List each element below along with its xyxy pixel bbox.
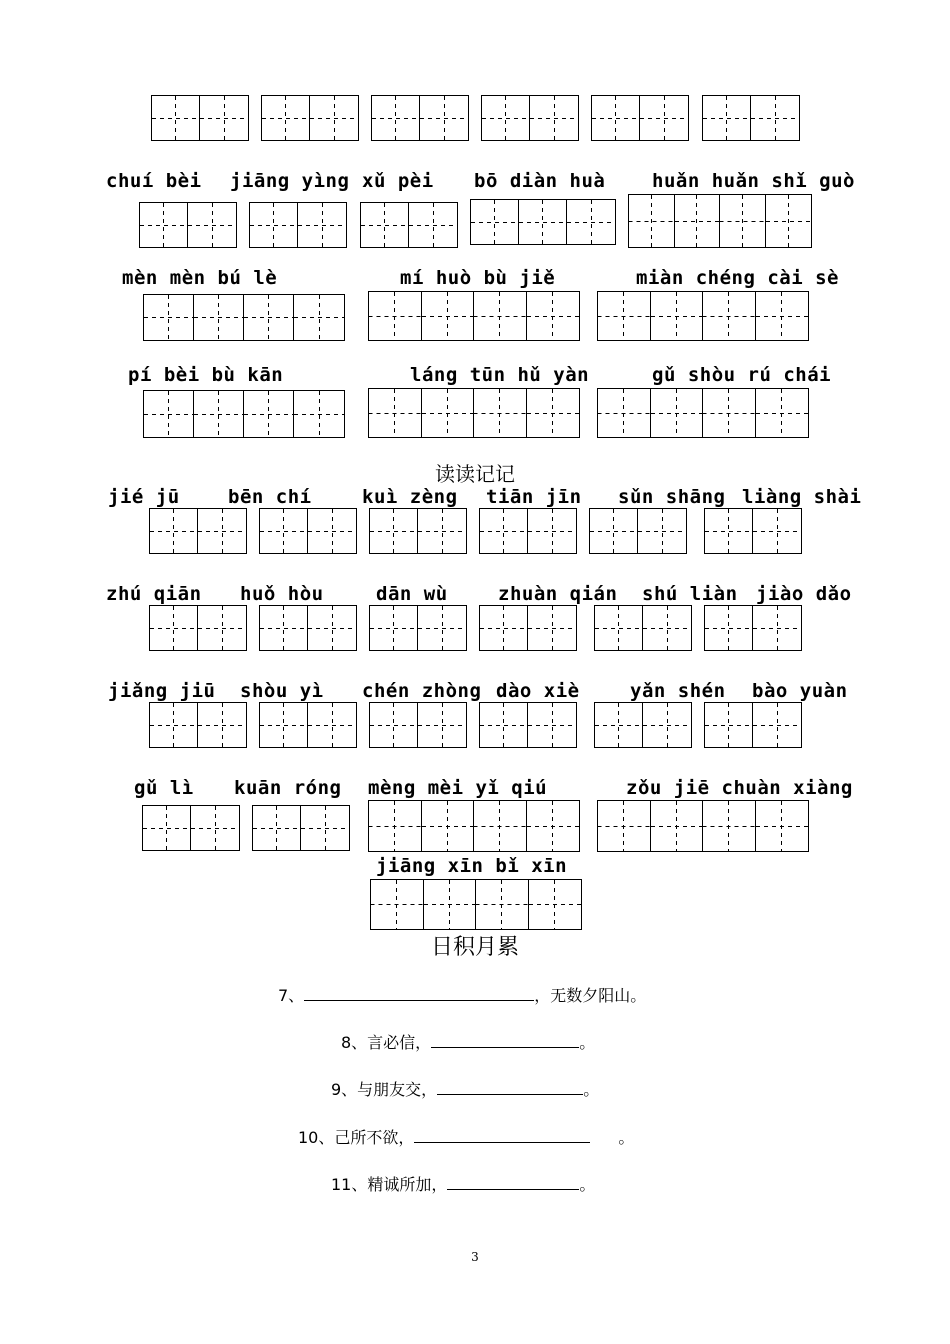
char-cell[interactable] — [253, 806, 301, 850]
char-grid[interactable] — [597, 291, 809, 341]
pinyin-label: mèng mèi yǐ qiú — [368, 777, 548, 799]
char-grid[interactable] — [704, 508, 802, 554]
char-cell[interactable] — [675, 195, 721, 247]
pinyin-label: zhú qiān — [106, 583, 202, 605]
pinyin-label: shú liàn — [642, 583, 738, 605]
char-cell[interactable] — [527, 292, 580, 340]
pinyin-label: bēn chí — [228, 486, 312, 508]
pinyin-label: jié jū — [108, 486, 180, 508]
char-cell[interactable] — [756, 292, 809, 340]
char-grid[interactable] — [479, 702, 577, 748]
char-cell[interactable] — [371, 880, 424, 929]
answer-blank[interactable] — [304, 984, 534, 1001]
char-cell[interactable] — [198, 509, 246, 553]
char-grid[interactable] — [591, 95, 689, 141]
char-grid[interactable] — [371, 95, 469, 141]
char-grid[interactable] — [259, 605, 357, 651]
char-cell[interactable] — [260, 509, 308, 553]
char-cell[interactable] — [372, 96, 420, 140]
pinyin-label: yǎn shén — [630, 680, 726, 702]
answer-blank[interactable] — [414, 1126, 590, 1143]
char-grid[interactable] — [368, 388, 580, 438]
section-title-read: 读读记记 — [435, 462, 515, 486]
pinyin-label: huǒ hòu — [240, 583, 324, 605]
char-grid[interactable] — [259, 702, 357, 748]
fill-item-7: 7、 ，无数夕阳山。 — [278, 986, 647, 1005]
char-grid[interactable] — [369, 605, 467, 651]
char-cell[interactable] — [194, 391, 244, 437]
char-cell[interactable] — [144, 295, 194, 340]
char-grid[interactable] — [369, 508, 467, 554]
char-grid[interactable] — [589, 508, 687, 554]
char-cell[interactable] — [200, 96, 248, 140]
char-cell[interactable] — [418, 509, 466, 553]
char-grid[interactable] — [149, 508, 247, 554]
page-number: 3 — [471, 1250, 479, 1264]
char-grid[interactable] — [149, 605, 247, 651]
char-grid[interactable] — [261, 95, 359, 141]
pinyin-label: miàn chéng cài sè — [636, 267, 839, 289]
char-cell[interactable] — [751, 96, 799, 140]
char-cell[interactable] — [188, 203, 236, 247]
pinyin-label: mèn mèn bú lè — [122, 267, 278, 289]
char-grid[interactable] — [368, 800, 580, 852]
char-cell[interactable] — [474, 292, 527, 340]
char-cell[interactable] — [370, 509, 418, 553]
char-cell[interactable] — [703, 96, 751, 140]
fill-item-11: 11、精诚所加， 。 — [331, 1175, 596, 1194]
char-grid[interactable] — [479, 508, 577, 554]
char-cell[interactable] — [260, 703, 308, 747]
char-cell[interactable] — [474, 389, 527, 437]
char-grid[interactable] — [249, 202, 347, 248]
char-cell[interactable] — [471, 200, 519, 244]
char-cell[interactable] — [244, 391, 294, 437]
char-cell[interactable] — [418, 703, 466, 747]
pinyin-label: mí huò bù jiě — [400, 267, 556, 289]
char-cell[interactable] — [191, 806, 239, 850]
char-grid[interactable] — [143, 390, 345, 438]
char-cell[interactable] — [409, 203, 457, 247]
char-grid[interactable] — [252, 805, 350, 851]
char-cell[interactable] — [482, 96, 530, 140]
pinyin-label: pí bèi bù kān — [128, 364, 284, 386]
char-cell[interactable] — [424, 880, 477, 929]
pinyin-label: jiào dǎo — [756, 583, 852, 605]
fill-item-8: 8、言必信， 。 — [341, 1033, 596, 1052]
char-cell[interactable] — [753, 606, 801, 650]
char-grid[interactable] — [628, 194, 812, 248]
char-cell[interactable] — [298, 203, 346, 247]
char-grid[interactable] — [259, 508, 357, 554]
char-cell[interactable] — [480, 509, 528, 553]
char-grid[interactable] — [151, 95, 249, 141]
char-grid[interactable] — [594, 605, 692, 651]
pinyin-label: jiǎng jiū — [108, 680, 216, 702]
char-cell[interactable] — [703, 801, 756, 851]
char-grid[interactable] — [704, 702, 802, 748]
pinyin-label: chén zhòng — [362, 680, 482, 702]
pinyin-label: shòu yì — [240, 680, 324, 702]
char-cell[interactable] — [310, 96, 358, 140]
char-cell[interactable] — [369, 292, 422, 340]
char-cell[interactable] — [150, 509, 198, 553]
char-cell[interactable] — [703, 292, 756, 340]
char-cell[interactable] — [369, 389, 422, 437]
pinyin-label: kuān róng — [234, 777, 342, 799]
char-cell[interactable] — [150, 606, 198, 650]
pinyin-label: tiān jīn — [486, 486, 582, 508]
char-grid[interactable] — [143, 294, 345, 341]
char-grid[interactable] — [360, 202, 458, 248]
char-cell[interactable] — [595, 703, 643, 747]
char-cell[interactable] — [705, 606, 753, 650]
char-grid[interactable] — [139, 202, 237, 248]
char-cell[interactable] — [651, 801, 704, 851]
pinyin-label: gǔ shòu rú chái — [652, 364, 832, 386]
pinyin-label: liàng shài — [742, 486, 862, 508]
char-cell[interactable] — [369, 801, 422, 851]
char-cell[interactable] — [422, 801, 475, 851]
char-cell[interactable] — [643, 606, 691, 650]
char-cell[interactable] — [308, 606, 356, 650]
pinyin-label: bào yuàn — [752, 680, 848, 702]
pinyin-label: sǔn shāng — [618, 486, 726, 508]
pinyin-label: bō diàn huà — [474, 170, 606, 192]
char-cell[interactable] — [592, 96, 640, 140]
char-cell[interactable] — [250, 203, 298, 247]
pinyin-label: jiāng xīn bǐ xīn — [376, 855, 568, 877]
char-cell[interactable] — [598, 292, 651, 340]
char-cell[interactable] — [480, 703, 528, 747]
pinyin-label: huǎn huǎn shǐ guò — [652, 170, 855, 192]
char-cell[interactable] — [527, 801, 580, 851]
char-cell[interactable] — [766, 195, 812, 247]
pinyin-label: xǔ pèi — [362, 170, 434, 192]
char-grid[interactable] — [369, 702, 467, 748]
char-cell[interactable] — [720, 195, 766, 247]
char-cell[interactable] — [420, 96, 468, 140]
char-grid[interactable] — [479, 605, 577, 651]
char-cell[interactable] — [629, 195, 675, 247]
char-cell[interactable] — [519, 200, 567, 244]
char-cell[interactable] — [262, 96, 310, 140]
char-grid[interactable] — [704, 605, 802, 651]
char-cell[interactable] — [705, 703, 753, 747]
char-cell[interactable] — [753, 509, 801, 553]
char-cell[interactable] — [756, 389, 809, 437]
pinyin-label: zhuàn qián — [498, 583, 618, 605]
char-cell[interactable] — [756, 801, 809, 851]
char-grid[interactable] — [702, 95, 800, 141]
char-grid[interactable] — [594, 702, 692, 748]
char-cell[interactable] — [260, 606, 308, 650]
char-cell[interactable] — [530, 96, 578, 140]
char-cell[interactable] — [638, 509, 686, 553]
char-cell[interactable] — [301, 806, 349, 850]
pinyin-label: kuì zèng — [362, 486, 458, 508]
char-cell[interactable] — [294, 295, 344, 340]
answer-blank[interactable] — [431, 1031, 579, 1048]
char-grid[interactable] — [368, 291, 580, 341]
char-cell[interactable] — [598, 801, 651, 851]
pinyin-label: dān wù — [376, 583, 448, 605]
fill-item-9: 9、与朋友交， 。 — [331, 1080, 600, 1099]
section-title-accumulate: 日积月累 — [430, 935, 519, 960]
char-cell[interactable] — [244, 295, 294, 340]
char-cell[interactable] — [640, 96, 688, 140]
char-cell[interactable] — [308, 509, 356, 553]
pinyin-label: dào xiè — [496, 680, 580, 702]
char-cell[interactable] — [705, 509, 753, 553]
char-cell[interactable] — [474, 801, 527, 851]
char-cell[interactable] — [294, 391, 344, 437]
char-cell[interactable] — [370, 606, 418, 650]
pinyin-label: jiāng yìng — [230, 170, 350, 192]
char-cell[interactable] — [567, 200, 615, 244]
char-cell[interactable] — [143, 806, 191, 850]
char-cell[interactable] — [651, 292, 704, 340]
char-grid[interactable] — [370, 879, 582, 930]
char-cell[interactable] — [418, 606, 466, 650]
answer-blank[interactable] — [447, 1173, 579, 1190]
char-cell[interactable] — [598, 389, 651, 437]
answer-blank[interactable] — [437, 1078, 583, 1095]
char-cell[interactable] — [643, 703, 691, 747]
char-cell[interactable] — [152, 96, 200, 140]
char-cell[interactable] — [370, 703, 418, 747]
char-cell[interactable] — [422, 389, 475, 437]
char-cell[interactable] — [528, 509, 576, 553]
char-cell[interactable] — [590, 509, 638, 553]
pinyin-label: zǒu jiē chuàn xiàng — [626, 777, 853, 799]
char-cell[interactable] — [476, 880, 529, 929]
char-cell[interactable] — [651, 389, 704, 437]
char-grid[interactable] — [597, 800, 809, 852]
char-cell[interactable] — [150, 703, 198, 747]
char-cell[interactable] — [308, 703, 356, 747]
char-cell[interactable] — [480, 606, 528, 650]
char-cell[interactable] — [194, 295, 244, 340]
char-cell[interactable] — [527, 389, 580, 437]
char-grid[interactable] — [481, 95, 579, 141]
pinyin-label: chuí bèi — [106, 170, 202, 192]
char-cell[interactable] — [198, 606, 246, 650]
pinyin-label: láng tūn hǔ yàn — [410, 364, 590, 386]
char-grid[interactable] — [149, 702, 247, 748]
char-cell[interactable] — [198, 703, 246, 747]
char-cell[interactable] — [140, 203, 188, 247]
char-cell[interactable] — [595, 606, 643, 650]
char-grid[interactable] — [142, 805, 240, 851]
fill-item-10: 10、己所不欲， 。 — [298, 1128, 635, 1147]
char-cell[interactable] — [361, 203, 409, 247]
char-cell[interactable] — [753, 703, 801, 747]
char-grid[interactable] — [470, 199, 616, 245]
pinyin-label: gǔ lì — [134, 777, 194, 799]
char-cell[interactable] — [703, 389, 756, 437]
char-cell[interactable] — [422, 292, 475, 340]
char-cell[interactable] — [528, 703, 576, 747]
char-grid[interactable] — [597, 388, 809, 438]
char-cell[interactable] — [528, 606, 576, 650]
char-cell[interactable] — [529, 880, 582, 929]
char-cell[interactable] — [144, 391, 194, 437]
